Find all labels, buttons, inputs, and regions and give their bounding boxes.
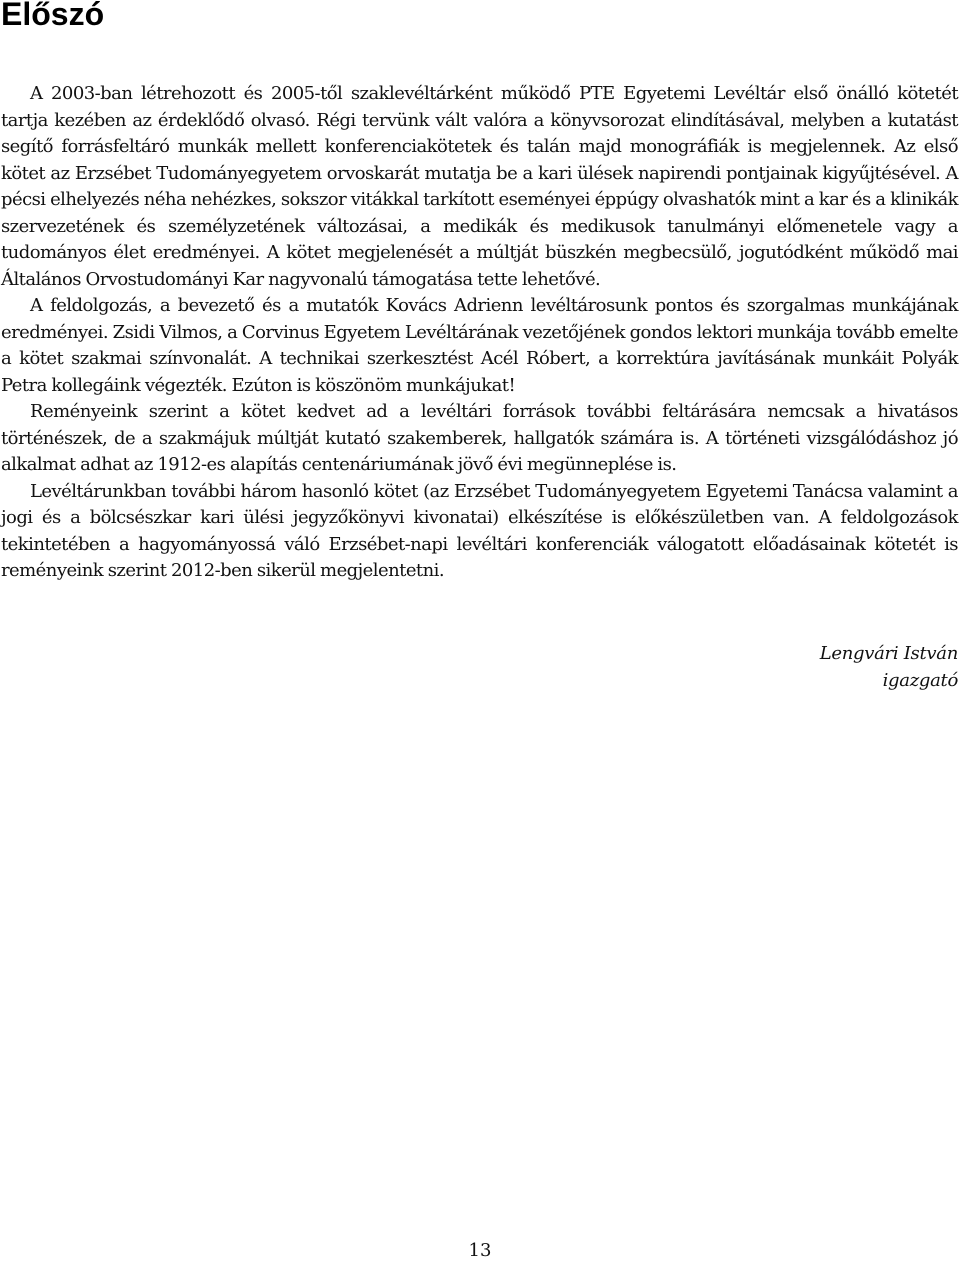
- signature-position: igazgató: [882, 670, 958, 691]
- paragraph: A 2003-ban létrehozott és 2005-től szaklevéltárként működő PTE Egyetemi Levéltár első önálló kötetét tartja kezében az érdeklődő olvasó. Régi tervünk vált valóra a könyvsorozat elindításával, melyben a kutatást segítő forrásfeltáró munkák mellett konferenciakötetek és talán majd monográfiák is megjelennek. Az első kötet az Erzsébet Tudományegyetem orvoskarát mutatja be a kari ülések napirendi pontjainak kigyűjtésével. A pécsi elhelyezés néha nehézkes, sokszor vitákkal tarkított eseményei éppúgy olvashatók mint a kar és a klinikák szervezetének és személyzetének változásai, a medikák és medikusok tanulmányi előmenetele vagy a tudományos élet eredményei. A kötet megjelenését a múltját büszkén megbecsülő, jogutódként működő mai Általános Orvostudományi Kar nagyvonalú támogatása tette lehetővé.: [1, 83, 958, 290]
- paragraph: Reményeink szerint a kötet kedvet ad a levéltári források további feltárására nemcsak a hivatásos történészek, de a szakmájuk múltját kutató szakemberek, hallgatók számára is. A történeti vizsgálódáshoz jó alkalmat adhat az 1912-es alapítás centenáriumának jövő évi megünneplése is.: [1, 401, 958, 475]
- foreword-body: [1, 81, 958, 585]
- paragraph: A feldolgozás, a bevezető és a mutatók Kovács Adrienn levéltárosunk pontos és szorgalmas munkájának eredményei. Zsidi Vilmos, a Corvinus Egyetem Levéltárának vezetőjének gondos lektori munkája tovább emelte a kötet szakmai színvonalát. A technikai szerkesztést Acél Róbert, a korrektúra javításának munkáit Polyák Petra kollegáink végezték. Ezúton is köszönöm munkájukat!: [1, 295, 958, 396]
- signature-name: Lengvári István: [819, 643, 958, 664]
- signature-block: [820, 640, 958, 694]
- page-title: Előszó: [1, 0, 105, 32]
- page-number: 13: [468, 1240, 492, 1261]
- paragraph: Levéltárunkban további három hasonló kötet (az Erzsébet Tudományegyetem Egyetemi Tanácsa valamint a jogi és a bölcsészkar kari ülési jegyzőkönyvi kivonatai) elkészítése is előkészületben van. A feldolgozások tekintetében a hagyományossá váló Erzsébet-napi levéltári konferenciák válogatott előadásainak kötetét is reményeink szerint 2012-ben sikerül megjelentetni.: [1, 480, 958, 581]
